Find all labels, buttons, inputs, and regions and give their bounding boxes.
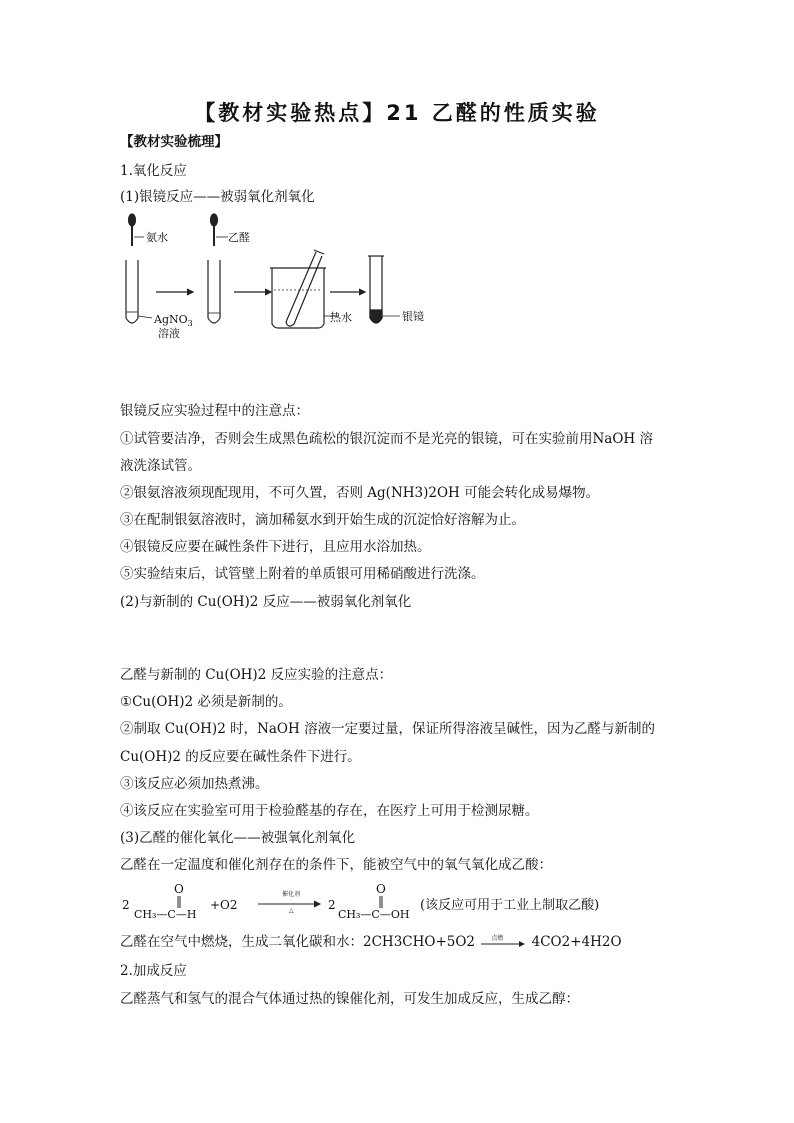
test-tube-icon <box>208 260 220 323</box>
test-tube-icon <box>126 260 138 323</box>
silver-note-2: ②银氨溶液须现配现用，不可久置，否则 Ag(NH3)2OH 可能会转化成易爆物。 <box>120 485 600 501</box>
coefficient-1: 2 <box>122 898 130 912</box>
carbonyl-oxygen-2: O <box>376 882 386 896</box>
beaker-icon <box>272 268 324 328</box>
cuoh2-subheading: (2)与新制的 Cu(OH)2 反应——被弱氧化剂氧化 <box>120 594 412 610</box>
silver-note-3: ③在配制银氨溶液时，滴加稀氨水到开始生成的沉淀恰好溶解为止。 <box>120 512 525 528</box>
silver-mirror-label: 银镜 <box>402 310 424 323</box>
section-heading: 【教材实验梳理】 <box>120 134 228 150</box>
test-tube-icon <box>286 252 322 324</box>
combustion-text: 乙醛在空气中燃烧，生成二氧化碳和水：2CH3CHO+5O2 <box>120 934 476 950</box>
addition-description: 乙醛蒸气和氢气的混合气体通过热的镍催化剂，可发生加成反应，生成乙醇： <box>120 991 579 1007</box>
dropper-icon <box>211 214 218 246</box>
page-title: 【教材实验热点】21 乙醛的性质实验 <box>194 101 600 125</box>
reactant-structure: CH₃—C—H <box>134 908 197 921</box>
silver-note-4: ④银镜反应要在碱性条件下进行，且应用水浴加热。 <box>120 539 431 555</box>
silver-mirror-subheading: (1)银镜反应——被弱氧化剂氧化 <box>120 189 315 205</box>
solution-label: 溶液 <box>158 327 180 340</box>
silver-mirror-figure <box>118 212 438 342</box>
ammonia-label: 氨水 <box>146 231 168 244</box>
cu-note-4: ④该反应在实验室可用于检验醛基的存在，在医疗上可用于检测尿糖。 <box>120 803 539 819</box>
catalytic-subheading: (3)乙醛的催化氧化——被强氧化剂氧化 <box>120 830 356 846</box>
agno3-label: AgNO$_3$ <box>154 313 193 328</box>
carbonyl-oxygen-1: O <box>174 882 184 896</box>
equation-note: (该反应可用于工业上制取乙酸) <box>420 898 600 913</box>
addition-heading: 2.加成反应 <box>120 963 187 979</box>
heat-label: △ <box>289 907 294 914</box>
silver-note-1b: 液洗涤试管。 <box>120 458 201 474</box>
cu-note-2a: ②制取 Cu(OH)2 时，NaOH 溶液一定要过量，保证所得溶液呈碱性，因为乙醛与新制的 <box>120 721 656 737</box>
combustion-products: 4CO2+4H2O <box>531 934 622 950</box>
cu-note-2b: Cu(OH)2 的反应要在碱性条件下进行。 <box>120 749 361 765</box>
catalytic-description: 乙醛在一定温度和催化剂存在的条件下，能被空气中的氧气氧化成乙酸： <box>120 857 552 873</box>
combustion-line <box>120 933 622 951</box>
product-structure: CH₃—C—OH <box>338 908 410 921</box>
cu-note-3: ③该反应必须加热煮沸。 <box>120 776 269 792</box>
acetaldehyde-label: 乙醛 <box>228 231 250 244</box>
silver-notes-title: 银镜反应实验过程中的注意点： <box>120 403 309 419</box>
plus-oxygen: +O2 <box>210 898 238 912</box>
cu-note-1: ①Cu(OH)2 必须是新制的。 <box>120 694 292 710</box>
hot-water-label: 热水 <box>330 311 352 324</box>
dropper-icon <box>129 214 136 246</box>
coefficient-2: 2 <box>328 898 336 912</box>
catalytic-oxidation-equation <box>118 880 638 924</box>
cu-notes-title: 乙醛与新制的 Cu(OH)2 反应实验的注意点： <box>120 667 393 683</box>
catalyst-label: 催化剂 <box>282 891 301 898</box>
silver-note-5: ⑤实验结束后，试管壁上附着的单质银可用稀硝酸进行洗涤。 <box>120 566 485 582</box>
oxidation-heading: 1.氧化反应 <box>120 163 187 179</box>
ignition-label: 点燃 <box>491 934 504 942</box>
combustion-arrow <box>479 936 527 950</box>
silver-note-1a: ①试管要洁净，否则会生成黑色疏松的银沉淀而不是光亮的银镜，可在实验前用NaOH 溶 <box>120 431 653 447</box>
